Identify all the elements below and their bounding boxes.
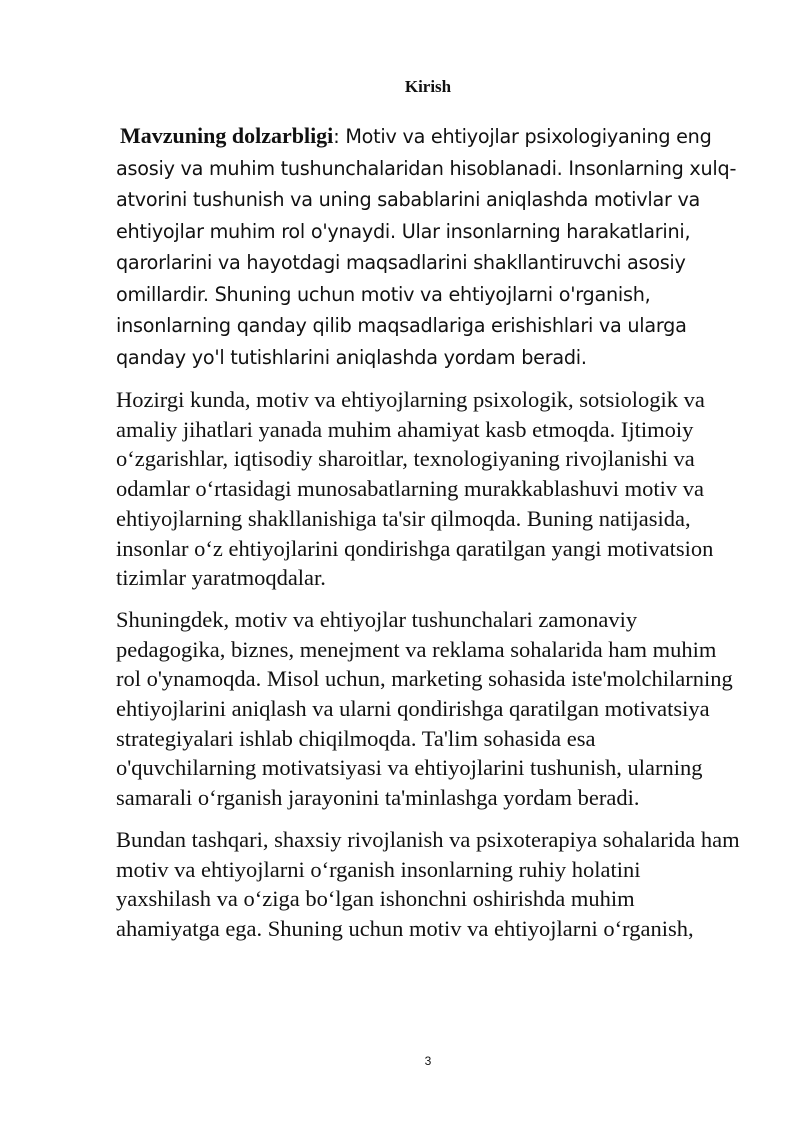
paragraph-current-relevance: Hozirgi kunda, motiv va ehtiyojlarning psixologik, sotsiologik va amaliy jihatlari yanada muhim ahamiyat kasb etmoqda. Ijtimoiy o‘zgarishlar, iqtisodiy sharoitlar, texnologiyaning rivojlanishi va odamlar o‘rtasidagi munosabatlarning murakkablashuvi motiv va ehtiyojlarning shakllanishiga ta'sir qilmoqda. Buning natijasida, insonlar o‘z ehtiyojlarini qondirishga qaratilgan yangi motivatsion tizimlar yaratmoqdalar.	[116, 387, 714, 591]
section-heading: Kirish	[404, 77, 452, 96]
paragraph-relevance	[116, 120, 740, 373]
document-body	[116, 120, 740, 944]
page-number: 3	[424, 1054, 432, 1068]
paragraph-personal-development: Bundan tashqari, shaxsiy rivojlanish va psixoterapiya sohalarida ham motiv va ehtiyojlarni o‘rganish insonlarning ruhiy holatini yaxshilash va o‘ziga bo‘lgan ishonchni oshirishda muhim ahamiyatga ega. Shuning uchun motiv va ehtiyojlarni o‘rganish,	[116, 826, 740, 941]
paragraph-lead-term: Mavzuning dolzarbligi	[120, 123, 334, 148]
paragraph-text: : Motiv va ehtiyojlar psixologiyaning eng asosiy va muhim tushunchalaridan hisoblanadi. Insonlarning xulq-atvorini tushunish va uning sabablarini aniqlashda motivlar va ehtiyojlar muhim rol o'ynaydi. Ular insonlarning harakatlarini, qarorlarini va hayotdagi maqsadlarini shakllantiruvchi asosiy omillardir. Shuning uchun motiv va ehtiyojlarni o'rganish, insonlarning qanday qilib maqsadlariga erishishlari va ularga qanday yo'l tutishlarini aniqlashda yordam beradi.	[116, 125, 737, 369]
paragraph-applied-fields: Shuningdek, motiv va ehtiyojlar tushunchalari zamonaviy pedagogika, biznes, menejment va reklama sohalarida ham muhim rol o'ynamoqda. Misol uchun, marketing sohasida iste'molchilarning ehtiyojlarini aniqlash va ularni qondirishga qaratilgan motivatsiya strategiyalari ishlab chiqilmoqda. Ta'lim sohasida esa o'quvchilarning motivatsiyasi va ehtiyojlarini tushunish, ularning samarali o‘rganish jarayonini ta'minlashga yordam beradi.	[116, 606, 733, 811]
